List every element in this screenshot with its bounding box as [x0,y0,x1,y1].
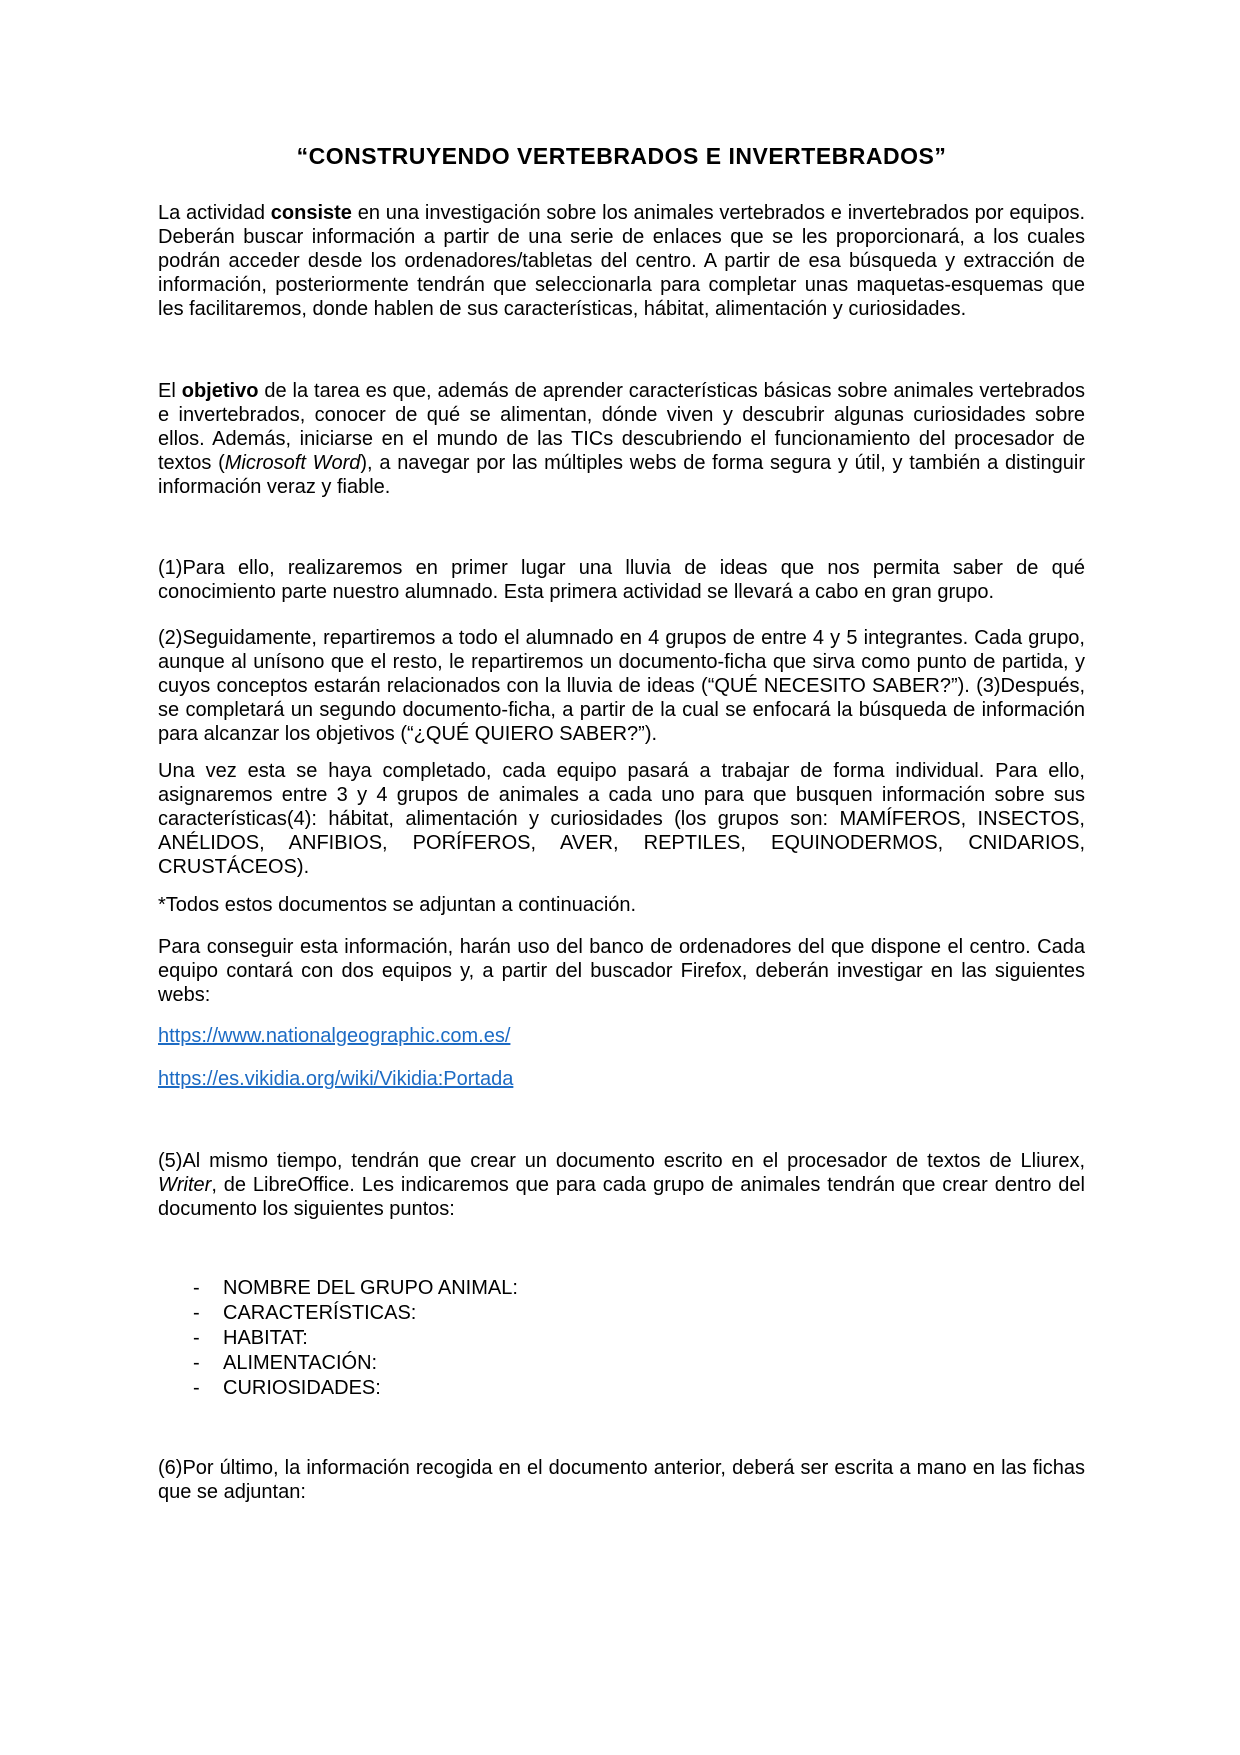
list-item-label: ALIMENTACIÓN: [223,1352,378,1374]
paragraph-documento-writer [158,1149,1085,1221]
text-run: de la tarea es que, además de aprender características básicas sobre animales vertebrados e invertebrados, conocer de qué se alimentan, dónde viven y descubrir algunas curiosidades sobre ellos. Además, iniciarse en el mundo de las TICs descubriendo el funcionamiento del procesador de textos ( [158,380,1086,474]
link-vikidia[interactable]: https://es.vikidia.org/wiki/Vikidia:Portada [158,1068,514,1090]
text-run: (5)Al mismo tiempo, tendrán que crear un documento escrito en el procesador de textos de Lliurex, [158,1150,1085,1172]
paragraph-reparto-grupos: (2)Seguidamente, repartiremos a todo el alumnado en 4 grupos de entre 4 y 5 integrantes. Cada grupo, aunque al unísono que el resto, le repartiremos un documento-ficha que sirva como punto de partida, y cuyos conceptos estarán relacionados con la lluvia de ideas (“QUÉ NECESITO SABER?”). (3)Después, se completará un segundo documento-ficha, a partir de la cual se enfocará la búsqueda de información para alcanzar los objetivos (“¿QUÉ QUIERO SABER?”). [158,627,1085,745]
list-item-alimentacion [158,1351,1085,1376]
text-run-bold-objetivo: objetivo [181,380,259,402]
link-nationalgeographic[interactable]: https://www.nationalgeographic.com.es/ [158,1025,511,1047]
list-bullet: - [193,1277,200,1299]
text-run: en una investigación sobre los animales vertebrados e invertebrados por equipos. Deberán buscar información a partir de una serie de enlaces que se les proporcionará, a los cuales podrán acceder desde los ordenadores/tabletas del centro. A partir de esa búsqueda y extracción de información, posteriormente tendrán que seleccionarla para completar unas maquetas-esquemas que les facilitaremos, donde hablen de sus características, hábitat, alimentación y curiosidades. [158,202,1085,320]
link-line-nationalgeographic [158,1024,1085,1048]
animal-fields-list [158,1276,1085,1401]
paragraph-lluvia-de-ideas: (1)Para ello, realizaremos en primer lugar una lluvia de ideas que nos permita saber de qué conocimiento parte nuestro alumnado. Esta primera actividad se llevará a cabo en gran grupo. [158,557,1085,603]
text-run: , de LibreOffice. Les indicaremos que para cada grupo de animales tendrán que crear dentro del documento los siguientes puntos: [158,1174,1085,1220]
list-bullet: - [193,1302,200,1324]
list-item-habitat [158,1326,1085,1351]
list-bullet: - [193,1352,200,1374]
note-documentos-adjuntos: *Todos estos documentos se adjuntan a continuación. [158,894,637,916]
paragraph-actividad [158,201,1085,321]
list-bullet: - [193,1327,200,1349]
text-run-italic-microsoft-word: Microsoft Word [224,452,361,474]
link-line-vikidia [158,1067,1085,1091]
list-item-label: NOMBRE DEL GRUPO ANIMAL: [223,1277,518,1299]
text-run: La actividad [158,202,271,224]
list-item-label: CURIOSIDADES: [223,1377,381,1399]
list-item-curiosidades [158,1376,1085,1401]
text-run-bold-consiste: consiste [270,202,352,224]
list-item-caracteristicas [158,1301,1085,1326]
list-item-label: HABITAT: [223,1327,308,1349]
paragraph-trabajo-individual: Una vez esta se haya completado, cada equipo pasará a trabajar de forma individual. Para ello, asignaremos entre 3 y 4 grupos de animales a cada uno para que busquen información sobre sus características(4): hábitat, alimentación y curiosidades (los grupos son: MAMÍFEROS, INSECTOS, ANÉLIDOS, ANFIBIOS, PORÍFEROS, AVER, REPTILES, EQUINODERMOS, CNIDARIOS, CRUSTÁCEOS). [158,760,1085,878]
list-item-nombre-grupo-animal [158,1276,1085,1301]
text-run: El [158,380,182,402]
paragraph-fichas-a-mano: (6)Por último, la información recogida en el documento anterior, deberá ser escrita a mano en las fichas que se adjuntan: [158,1457,1085,1503]
text-run-italic-writer: Writer [158,1174,212,1196]
document-title: “CONSTRUYENDO VERTEBRADOS E INVERTEBRADOS” [296,143,947,169]
list-item-label: CARACTERÍSTICAS: [223,1302,417,1324]
list-bullet: - [193,1377,200,1399]
paragraph-banco-ordenadores: Para conseguir esta información, harán uso del banco de ordenadores del que dispone el centro. Cada equipo contará con dos equipos y, a partir del buscador Firefox, deberán investigar en las siguientes webs: [158,936,1085,1006]
text-run: ), a navegar por las múltiples webs de forma segura y útil, y también a distinguir información veraz y fiable. [158,452,1085,498]
paragraph-objetivo [158,379,1085,499]
